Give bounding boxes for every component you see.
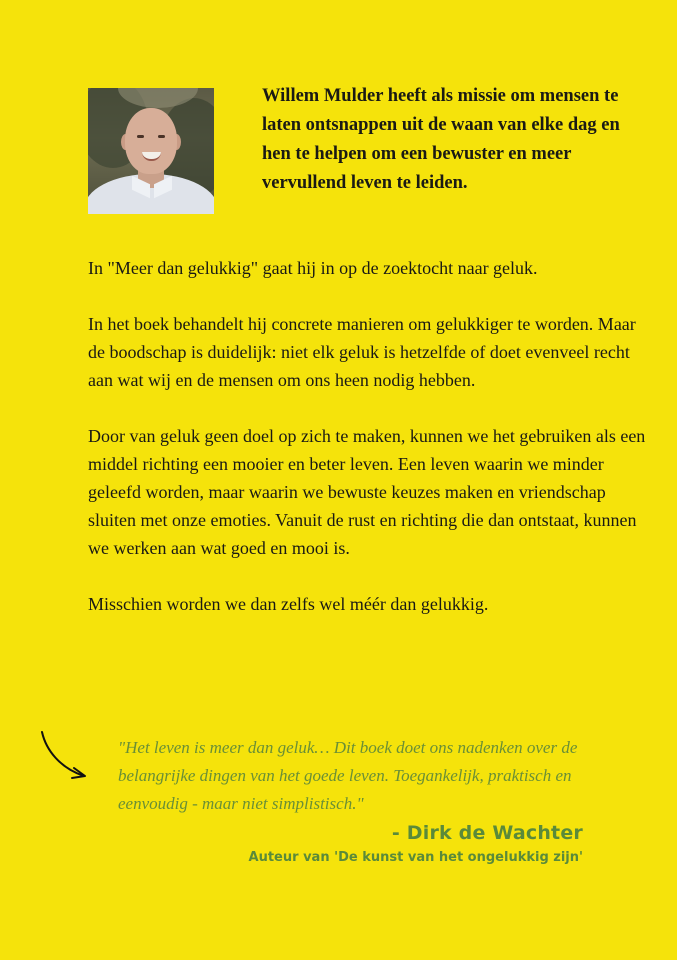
curved-arrow-icon [38, 728, 94, 780]
photo-head [125, 108, 177, 174]
paragraph-1: In "Meer dan gelukkig" gaat hij in op de zoektocht naar geluk. [88, 258, 538, 278]
paragraph-4: Misschien worden we dan zelfs wel méér dan gelukkig. [88, 594, 489, 614]
photo-eye [137, 135, 144, 138]
photo-eye [158, 135, 165, 138]
testimonial-author-description: Auteur van 'De kunst van het ongelukkig zijn' [248, 850, 583, 865]
paragraph-3: Door van geluk geen doel op zich te maken, kunnen we het gebruiken als een middel richting een mooier en beter leven. Een leven waarin we minder geleefd worden, maar waarin we bewuste keuzes maken en vriendschap sluiten met onze emoties. Vanuit de rust en richting die dan ontstaat, kunnen we werken aan wat goed en mooi is. [88, 426, 646, 558]
paragraph-2: In het boek behandelt hij concrete manieren om gelukkiger te worden. Maar de boodschap is duidelijk: niet elk geluk is hetzelfde of doet evenveel recht aan wat wij en de mensen om ons heen nodig hebben. [88, 314, 636, 390]
author-photo [88, 88, 214, 214]
testimonial-quote: "Het leven is meer dan geluk… Dit boek doet ons nadenken over de belangrijke dingen van het goede leven. Toegankelijk, praktisch en eenvoudig - maar niet simplistisch." [118, 738, 578, 813]
book-description [88, 254, 648, 646]
testimonial-author: - Dirk de Wachter [391, 822, 583, 844]
author-intro: Willem Mulder heeft als missie om mensen te laten ontsnappen uit de waan van elke dag en hen te helpen om een bewuster en meer vervullend leven te leiden. [262, 86, 620, 193]
